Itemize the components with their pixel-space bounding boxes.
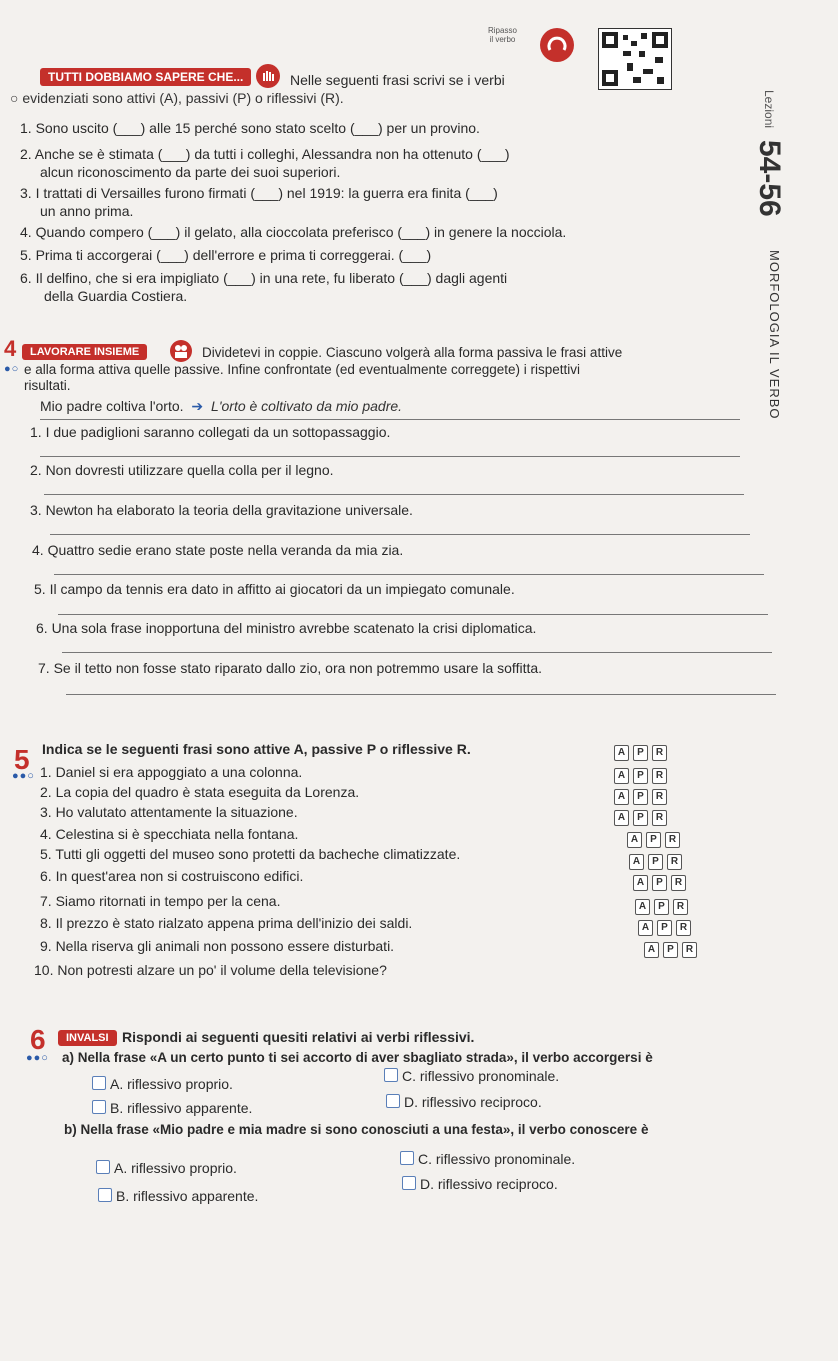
ex4-example [40,398,402,415]
option-a[interactable]: A [614,810,629,826]
ripasso-text: Ripasso [488,26,517,35]
option-p[interactable]: P [654,899,669,915]
side-vertical-label: MORFOLOGIA IL VERBO [767,250,782,420]
option-a[interactable]: A [614,768,629,784]
ex5-item-9: 9. Nella riserva gli animali non possono essere disturbati. [40,938,395,954]
ex5-item-1: 1. Daniel si era appoggiato a una colonna. [40,764,303,780]
ex6-b-option-d[interactable] [398,1176,558,1192]
option-a[interactable]: A [614,745,629,761]
ex3-item-2: 2. Anche se è stimata (___) da tutti i colleghi, Alessandra non ha ottenuto (___) [20,146,510,162]
ex4-number: 4 [4,336,17,361]
checkbox[interactable] [384,1068,398,1082]
ex4-item-2: 2. Non dovresti utilizzare quella colla per il legno. [30,462,334,478]
ex4-example-text: Mio padre coltiva l'orto. [40,398,184,414]
ex3-badge: TUTTI DOBBIAMO SAPERE CHE... [40,68,251,86]
option-p[interactable]: P [633,810,648,826]
ex5-item-7: 7. Siamo ritornati in tempo per la cena. [40,893,281,909]
ex4-example-answer: L'orto è coltivato da mio padre. [211,398,403,414]
answer-line [40,419,740,420]
option-a[interactable]: A [635,899,650,915]
ex4-badge: LAVORARE INSIEME [22,344,147,360]
option-p[interactable]: P [633,789,648,805]
checkbox[interactable] [98,1188,112,1202]
checkbox[interactable] [92,1076,106,1090]
option-a[interactable]: A [627,832,642,848]
ex6-number: 6 [30,1024,46,1055]
option-r[interactable]: R [676,920,691,936]
ex3-item-5: 5. Prima ti accorgerai (___) dell'errore e prima ti correggerai. (___) [20,247,432,263]
answer-line[interactable] [50,534,750,535]
ex3-item-6b: della Guardia Costiera. [44,288,188,304]
option-label: B. riflessivo apparente. [116,1188,259,1204]
option-p[interactable]: P [648,854,663,870]
ex6-difficulty-dots: ●●○ [26,1052,49,1064]
ex3-item-4: 4. Quando compero (___) il gelato, alla cioccolata preferisco (___) in genere la nocciola. [20,224,567,240]
option-r[interactable]: R [673,899,688,915]
ex5-item-8: 8. Il prezzo è stato rialzato appena prima dell'inizio dei saldi. [40,915,413,931]
apr-choice[interactable] [638,920,691,936]
option-p[interactable]: P [657,920,672,936]
ex6-a-option-d[interactable] [382,1094,542,1110]
option-label: A. riflessivo proprio. [114,1160,237,1176]
ex6-instruction: Rispondi ai seguenti quesiti relativi ai verbi riflessivi. [122,1029,475,1045]
option-label: D. riflessivo reciproco. [420,1176,558,1192]
ex4-instruction-1: Dividetevi in coppie. Ciascuno volgerà alla forma passiva le frasi attive [202,345,623,360]
option-r[interactable]: R [682,942,697,958]
ex4-difficulty-dots: ●○ [4,363,20,375]
answer-line[interactable] [44,494,744,495]
ex6-a-option-c[interactable] [380,1068,559,1084]
ex5-number: 5 [14,744,30,775]
option-label: C. riflessivo pronominale. [418,1151,576,1167]
side-range: 54-56 [753,140,786,217]
ex5-item-5: 5. Tutti gli oggetti del museo sono protetti da bacheche climatizzate. [40,846,461,862]
option-p[interactable]: P [646,832,661,848]
option-label: B. riflessivo apparente. [110,1100,253,1116]
checkbox[interactable] [96,1160,110,1174]
answer-line[interactable] [58,614,768,615]
ripasso-label [488,26,517,44]
ex4-item-5: 5. Il campo da tennis era dato in affitto ai giocatori da un impiegato comunale. [34,581,515,597]
ex3-instruction-1: Nelle seguenti frasi scrivi se i verbi [290,72,505,88]
ex3-instruction-2: evidenziati sono attivi (A), passivi (P) o riflessivi (R). [22,90,344,106]
option-r[interactable]: R [665,832,680,848]
ex6-b-option-b[interactable] [94,1188,258,1204]
option-r[interactable]: R [652,768,667,784]
ex3-item-2b: alcun riconoscimento da parte dei suoi superiori. [40,164,341,180]
ex3-item-3: 3. I trattati di Versailles furono firmati (___) nel 1919: la guerra era finita (___) [20,185,498,201]
option-label: C. riflessivo pronominale. [402,1068,560,1084]
option-r[interactable]: R [652,789,667,805]
ex3-item-3b: un anno prima. [40,203,134,219]
ex4-instruction-2: e alla forma attiva quelle passive. Infine confrontate (ed eventualmente correggete) i rispettivi [24,362,581,377]
option-r[interactable]: R [667,854,682,870]
answer-line[interactable] [40,456,740,457]
option-p[interactable]: P [633,768,648,784]
ex4-item-1: 1. I due padiglioni saranno collegati da un sottopassaggio. [30,424,391,440]
qr-code-icon[interactable] [598,28,672,90]
apr-choice[interactable] [614,768,667,784]
ex5-item-2: 2. La copia del quadro è stata eseguita da Lorenza. [40,784,360,800]
ex6-b-option-a[interactable] [92,1160,237,1176]
option-label: A. riflessivo proprio. [110,1076,233,1092]
option-a[interactable]: A [629,854,644,870]
option-r[interactable]: R [671,875,686,891]
apr-choice[interactable] [614,745,667,761]
ex5-item-4: 4. Celestina si è specchiata nella fontana. [40,826,299,842]
option-p[interactable]: P [633,745,648,761]
option-a[interactable]: A [644,942,659,958]
ex4-instruction-3: risultati. [24,378,71,393]
ex4-item-4: 4. Quattro sedie erano state poste nella veranda da mia zia. [32,542,404,558]
ex5-difficulty-dots: ●●○ [12,770,35,782]
apr-choice[interactable] [629,854,682,870]
option-a[interactable]: A [638,920,653,936]
ripasso-subtitle: il verbo [489,35,516,44]
pair-icon [170,340,192,362]
ex3-instruction-2-line: ○ evidenziati sono attivi (A), passivi (P) o riflessivi (R). [10,90,344,106]
ex3-item-6: 6. Il delfino, che si era impigliato (___) in una rete, fu liberato (___) dagli agenti [20,270,508,286]
ex6-badge: INVALSI [58,1030,117,1046]
side-tab [748,60,788,420]
option-r[interactable]: R [652,810,667,826]
ex4-item-6: 6. Una sola frase inopportuna del ministro avrebbe scatenato la crisi diplomatica. [36,620,537,636]
side-lezioni: Lezioni [762,90,776,129]
apr-choice[interactable] [635,899,688,915]
apr-choice[interactable] [614,789,667,805]
ex6-b-option-c[interactable] [396,1151,575,1167]
answer-line[interactable] [54,574,764,575]
ex3-item-1: 1. Sono uscito (___) alle 15 perché sono stato scelto (___) per un provino. [20,120,480,136]
apr-choice[interactable] [614,810,667,826]
ex6-question-b: b) Nella frase «Mio padre e mia madre si sono conosciuti a una festa», il verbo conoscere è [64,1122,649,1137]
option-r[interactable]: R [652,745,667,761]
option-p[interactable]: P [663,942,678,958]
arrow-icon: ➔ [191,398,204,414]
ripasso-icon [540,28,574,62]
checkbox[interactable] [386,1094,400,1108]
ex4-item-7: 7. Se il tetto non fosse stato riparato dallo zio, ora non potremmo usare la soffitta. [38,660,543,676]
ex5-item-3: 3. Ho valutato attentamente la situazione. [40,804,298,820]
checkbox[interactable] [400,1151,414,1165]
hand-icon [256,64,280,88]
apr-choice[interactable] [627,832,680,848]
ex6-question-a: a) Nella frase «A un certo punto ti sei accorto di aver sbagliato strada», il verbo accorgersi è [62,1050,653,1065]
ex5-instruction: Indica se le seguenti frasi sono attive A, passive P o riflessive R. [42,741,471,757]
checkbox[interactable] [92,1100,106,1114]
apr-choice[interactable] [644,942,697,958]
answer-line[interactable] [62,652,772,653]
ex4-item-3: 3. Newton ha elaborato la teoria della gravitazione universale. [30,502,413,518]
ex5-item-10: 10. Non potresti alzare un po' il volume della televisione? [34,962,387,978]
option-label: D. riflessivo reciproco. [404,1094,542,1110]
option-p[interactable]: P [652,875,667,891]
ex6-a-option-b[interactable] [88,1100,252,1116]
checkbox[interactable] [402,1176,416,1190]
answer-line[interactable] [66,694,776,695]
apr-choice[interactable] [633,875,686,891]
option-a[interactable]: A [614,789,629,805]
ex6-a-option-a[interactable] [88,1076,233,1092]
ex5-item-6: 6. In quest'area non si costruiscono edifici. [40,868,304,884]
option-a[interactable]: A [633,875,648,891]
